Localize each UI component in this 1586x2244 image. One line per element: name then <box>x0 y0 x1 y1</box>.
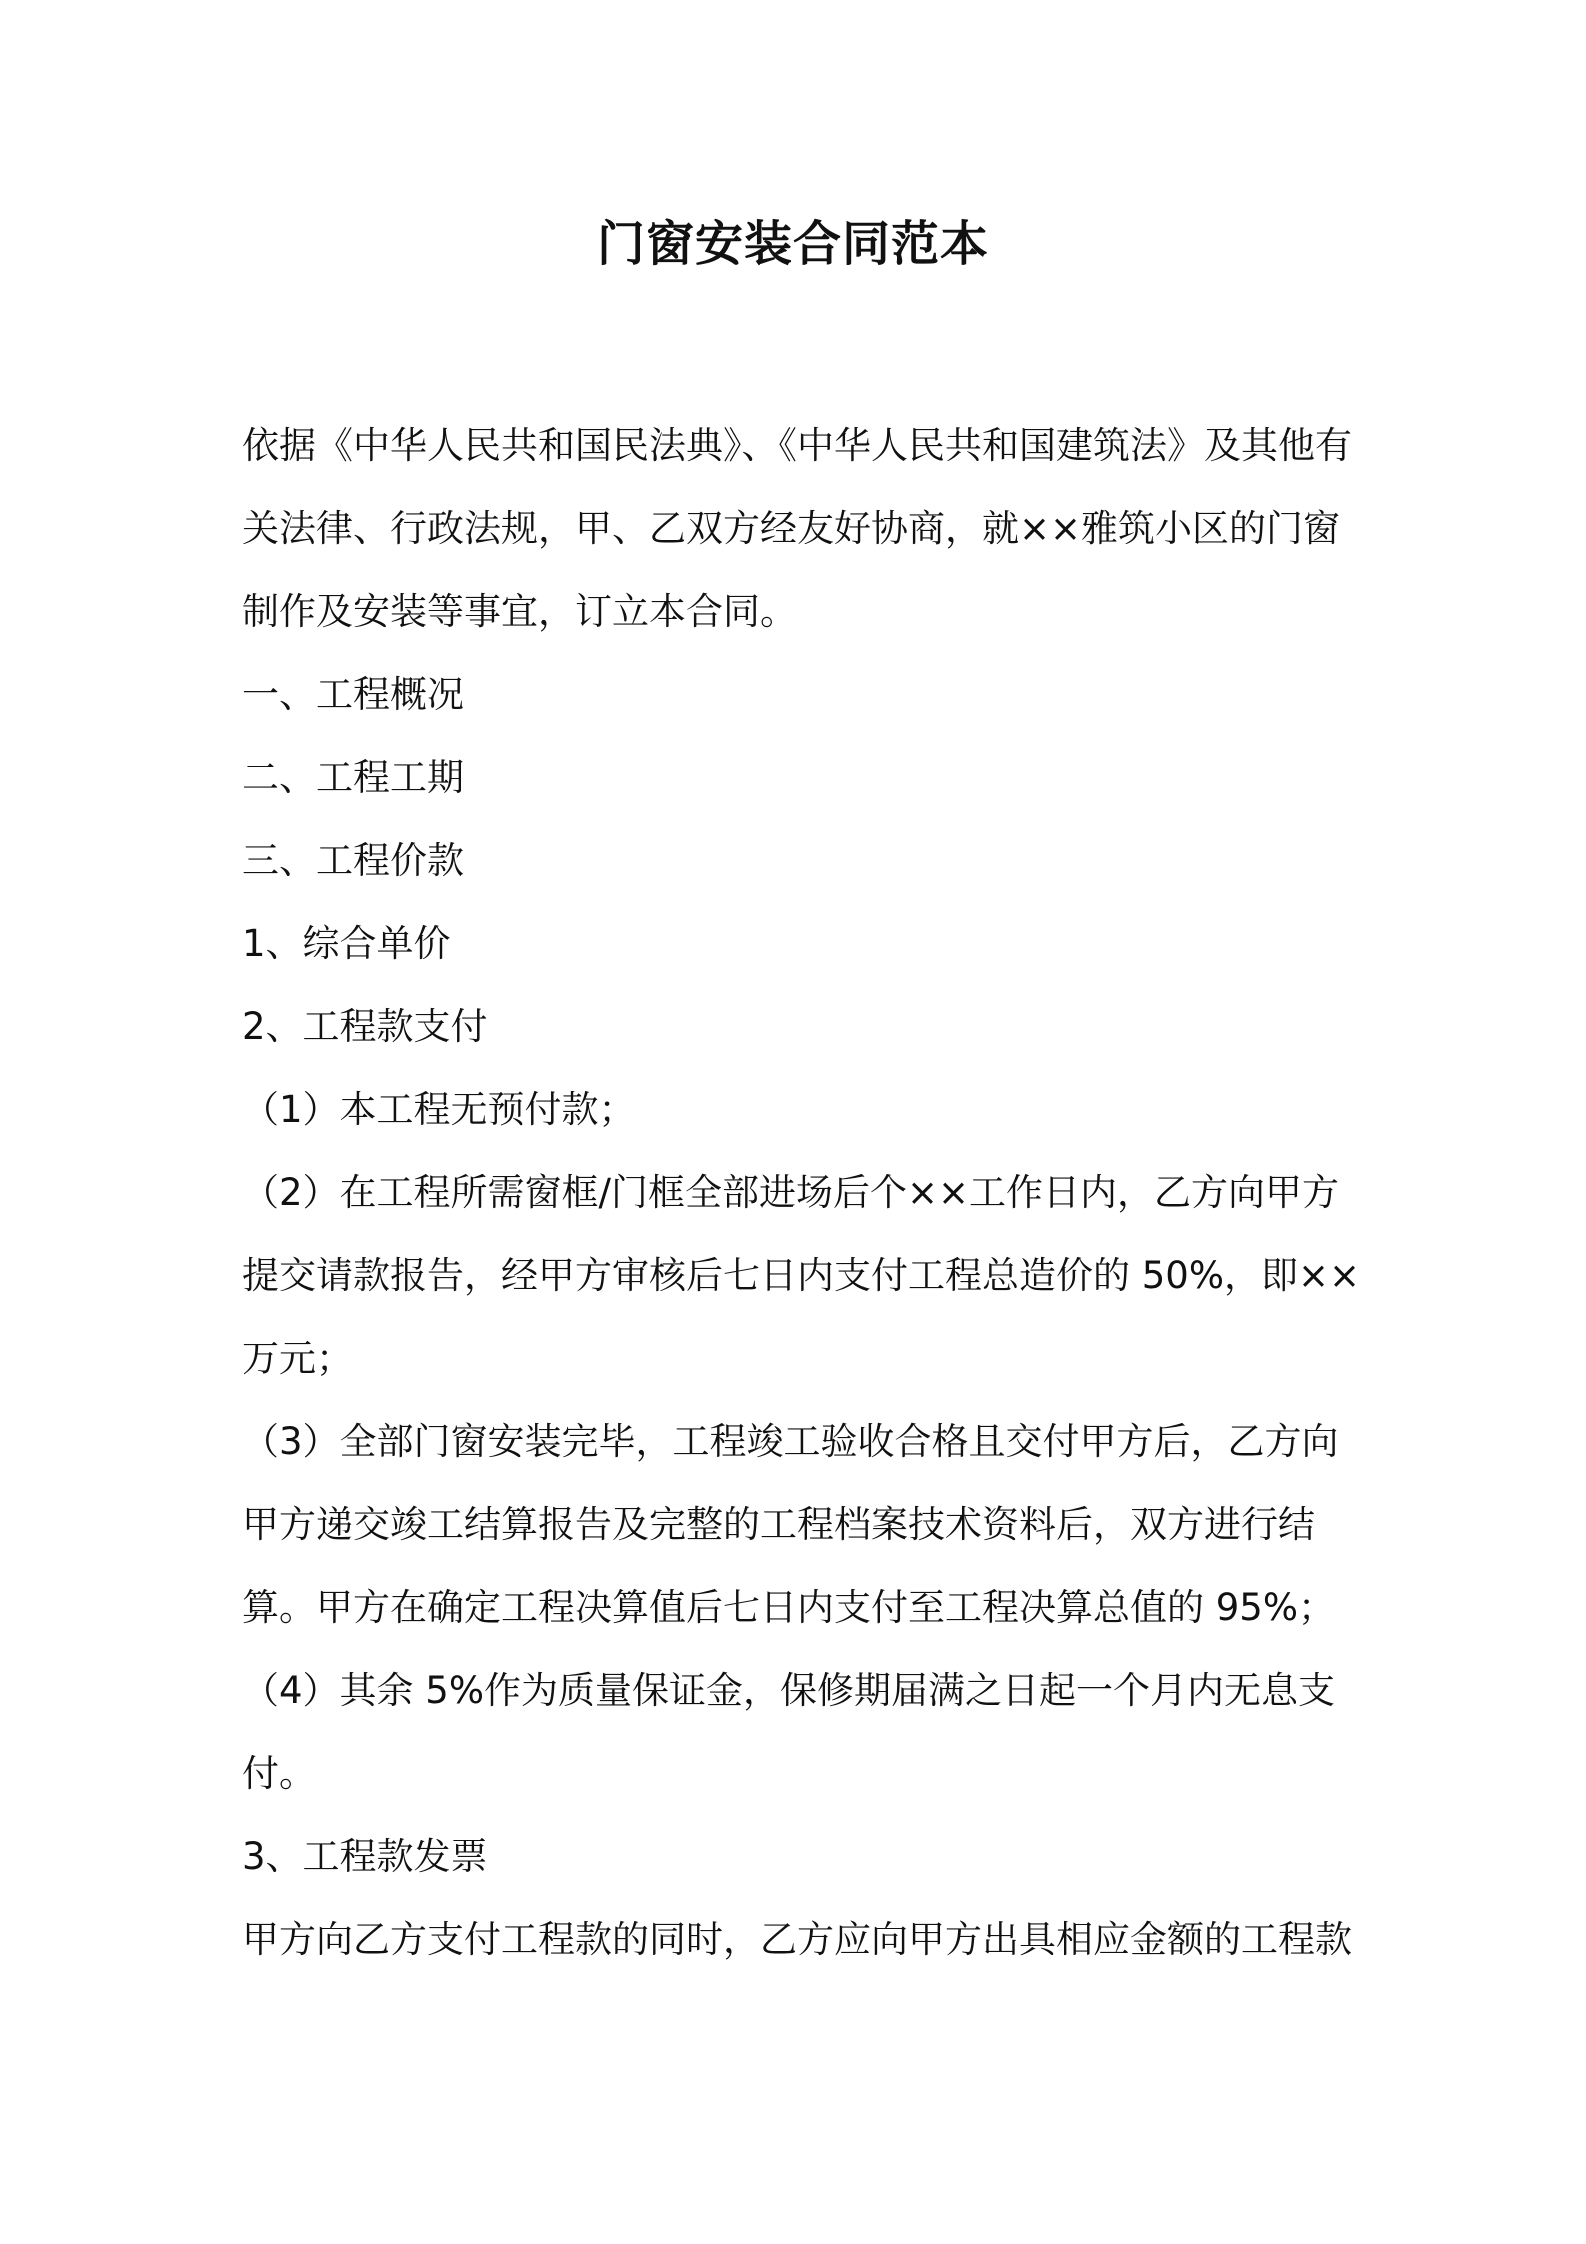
payment-clause-4: （4）其余 5%作为质量保证金，保修期届满之日起一个月内无息支付。 <box>242 1669 1335 1795</box>
subsection-unit-price: 1、综合单价 <box>242 922 451 965</box>
payment-clause-1: （1）本工程无预付款； <box>242 1088 636 1131</box>
section-heading-price: 三、工程价款 <box>242 839 464 882</box>
payment-clause-3: （3）全部门窗安装完毕，工程竣工验收合格且交付甲方后，乙方向甲方递交竣工结算报告及完整的工程档案技术资料后，双方进行结算。甲方在确定工程决算值后七日内支付至工程决算总值的 95%； <box>242 1420 1339 1629</box>
section-heading-schedule: 二、工程工期 <box>242 756 464 799</box>
preamble-paragraph: 依据《中华人民共和国民法典》、《中华人民共和国建筑法》及其他有关法律、行政法规，甲、乙双方经友好协商，就××雅筑小区的门窗制作及安装等事宜，订立本合同。 <box>242 424 1352 633</box>
payment-clause-2: （2）在工程所需窗框/门框全部进场后个××工作日内，乙方向甲方提交请款报告，经甲方审核后七日内支付工程总造价的 50%，即××万元； <box>242 1171 1361 1380</box>
subsection-payment: 2、工程款支付 <box>242 1005 488 1048</box>
subsection-invoice: 3、工程款发票 <box>242 1835 488 1878</box>
invoice-paragraph: 甲方向乙方支付工程款的同时，乙方应向甲方出具相应金额的工程款 <box>242 1918 1352 1961</box>
section-heading-overview: 一、工程概况 <box>242 673 464 716</box>
document-title: 门窗安装合同范本 <box>596 216 989 272</box>
document-body <box>242 404 1362 1981</box>
